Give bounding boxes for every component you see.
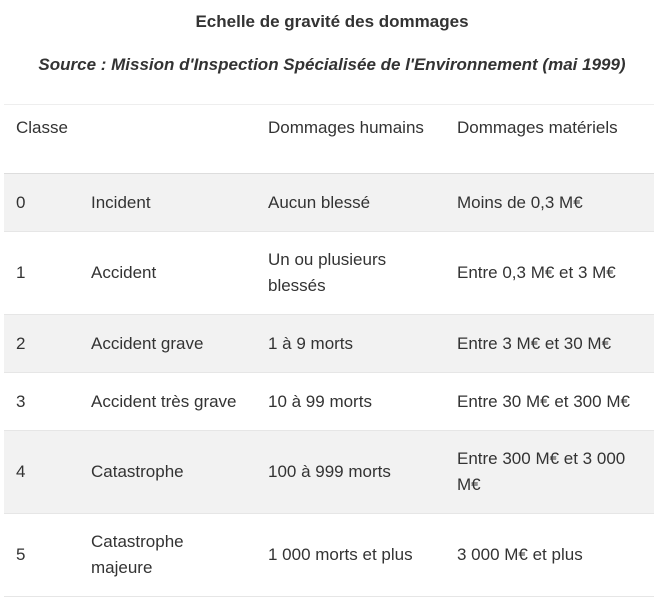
cell-dommages-materiels: Entre 0,3 M€ et 3 M€ (457, 263, 616, 282)
header-classe: Classe (16, 118, 68, 137)
cell-label: Accident (91, 263, 157, 282)
cell-label: Accident grave (91, 333, 204, 353)
cell-dommages-materiels: 3 000 M€ et plus (457, 545, 583, 564)
cell-dommages-materiels: Entre 300 M€ et 3 000 M€ (457, 449, 626, 494)
table-row (4, 431, 654, 514)
cell-dommages-humains: 100 à 999 morts (268, 462, 391, 481)
header-dommages-humains: Dommages humains (268, 118, 424, 137)
cell-dommages-humains: Aucun blessé (268, 192, 371, 212)
cell-dommages-materiels: Entre 3 M€ et 30 M€ (457, 333, 612, 353)
cell-dommages-humains: 10 à 99 morts (268, 391, 372, 411)
cell-dommages-materiels: Entre 30 M€ et 300 M€ (457, 391, 630, 411)
table-row (4, 232, 654, 315)
cell-label: Accident très grave (91, 391, 237, 411)
cell-classe: 3 (16, 391, 26, 411)
table-row (4, 315, 654, 373)
table-row (4, 514, 654, 597)
page-title: Echelle de gravité des dommages (195, 12, 469, 31)
cell-classe: 1 (16, 263, 26, 282)
table-row (4, 373, 654, 431)
cell-dommages-materiels: Moins de 0,3 M€ (457, 192, 583, 212)
cell-classe: 0 (16, 192, 26, 212)
header-label (79, 105, 256, 174)
table-header-row (4, 105, 654, 174)
cell-dommages-humains: Un ou plusieurs blessés (268, 250, 387, 295)
page-subtitle: Source : Mission d'Inspection Spécialisée de l'Environnement (mai 1999) (38, 55, 626, 74)
header-dommages-materiels: Dommages matériels (457, 118, 618, 137)
damage-scale-table-container (4, 104, 654, 597)
cell-label: Catastrophe (91, 462, 184, 481)
cell-dommages-humains: 1 000 morts et plus (268, 545, 413, 564)
cell-dommages-humains: 1 à 9 morts (268, 333, 354, 353)
damage-scale-table (4, 105, 654, 597)
cell-classe: 4 (16, 462, 26, 481)
cell-classe: 5 (16, 545, 26, 564)
cell-label: Catastrophe majeure (91, 532, 184, 577)
table-row (4, 174, 654, 232)
cell-classe: 2 (16, 333, 26, 353)
cell-label: Incident (91, 192, 151, 212)
